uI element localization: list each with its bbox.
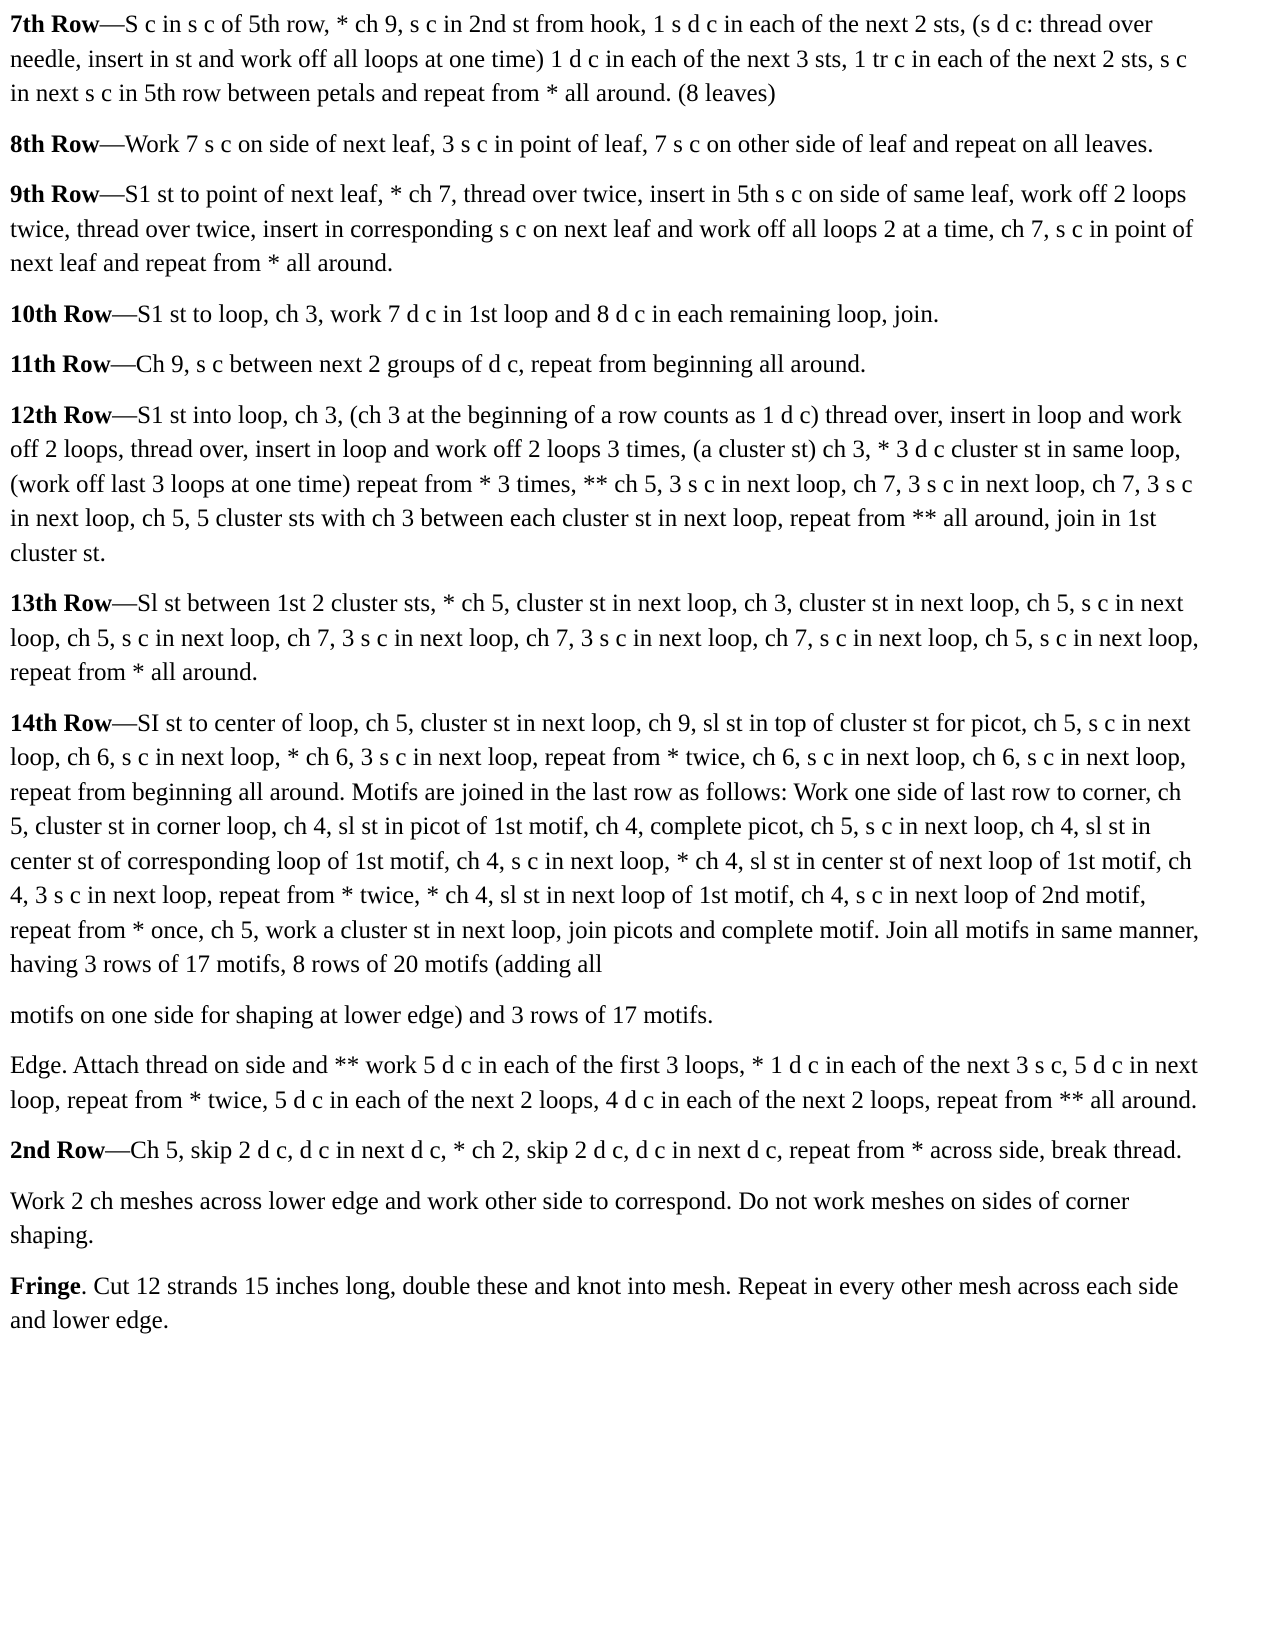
paragraph-2nd-row — [10, 1134, 1205, 1169]
row-heading: 7th Row — [10, 11, 100, 38]
paragraph-text: Edge. Attach thread on side and ** work 5 d c in each of the first 3 loops, * 1 d c in each of the next 3 s c, 5 d c in next loop, repeat from * twice, 5 d c in each of the next 2 loops, 4 d c in each of the next 2 loops, repeat from ** all around. — [10, 1052, 1198, 1114]
paragraph-text: —Work 7 s c on side of next leaf, 3 s c in point of leaf, 7 s c on other side of leaf and repeat on all leaves. — [99, 130, 1154, 158]
paragraph-12th-row — [10, 399, 1205, 572]
paragraph-text: Work 2 ch meshes across lower edge and work other side to correspond. Do not work meshes on sides of corner shaping. — [10, 1187, 1130, 1249]
paragraph-fringe — [10, 1270, 1205, 1339]
paragraph-text: —Ch 5, skip 2 d c, d c in next d c, * ch 2, skip 2 d c, d c in next d c, repeat from * across side, break thread. — [105, 1137, 1182, 1164]
paragraph-motifs-continued — [10, 999, 1205, 1034]
paragraph-13th-row — [10, 587, 1205, 691]
paragraph-7th-row — [10, 8, 1205, 112]
row-heading: 13th Row — [10, 590, 113, 617]
row-heading: 2nd Row — [10, 1137, 106, 1164]
row-heading: 10th Row — [10, 300, 113, 328]
paragraph-text: —Sl st between 1st 2 cluster sts, * ch 5, cluster st in next loop, ch 3, cluster st in next loop, ch 5, s c in next loop, ch 5, s c in next loop, ch 7, 3 s c in next loop, ch 7, 3 s c in next loop, ch 7, s c in next loop, ch 5, s c in next loop, repeat from * all around. — [10, 590, 1199, 686]
paragraph-text: —S c in s c of 5th row, * ch 9, s c in 2nd st from hook, 1 s d c in each of the next 2 sts, (s d c: thread over needle, insert in st and work off all loops at one time) 1 d c in each of the next 3 sts, 1 tr c in each of the next 2 sts, s c in next s c in 5th row between petals and repeat from * all around. (8 leaves) — [10, 11, 1188, 107]
paragraph-text: . Cut 12 strands 15 inches long, double these and knot into mesh. Repeat in every other mesh across each side and lower edge. — [10, 1272, 1179, 1334]
row-heading: 9th Row — [10, 181, 100, 208]
row-heading: 14th Row — [10, 709, 113, 737]
document-page — [10, 8, 1205, 1355]
paragraph-text: —S1 st to loop, ch 3, work 7 d c in 1st loop and 8 d c in each remaining loop, join. — [112, 300, 940, 328]
paragraph-11th-row — [10, 348, 1205, 383]
row-heading: 8th Row — [10, 130, 100, 158]
paragraph-text: —S1 st to point of next leaf, * ch 7, thread over twice, insert in 5th s c on side of same leaf, work off 2 loops twice, thread over twice, insert in corresponding s c on next leaf and work off all loops 2 at a time, ch 7, s c in point of next leaf and repeat from * all around. — [10, 181, 1194, 277]
paragraph-8th-row — [10, 128, 1205, 163]
paragraph-text: —SI st to center of loop, ch 5, cluster st in next loop, ch 9, sl st in top of cluster st for picot, ch 5, s c in next loop, ch 6, s c in next loop, * ch 6, 3 s c in next loop, repeat from * twice, ch 6, s c in next loop, ch 6, s c in next loop, repeat from beginning all around. Motifs are joined in the last row as follows: Work one side of last row to corner, ch 5, cluster st in corner loop, ch 4, sl st in picot of 1st motif, ch 4, complete picot, ch 5, s c in next loop, ch 4, sl st in center st of corresponding loop of 1st motif, ch 4, s c in next loop, * ch 4, sl st in center st of next loop of 1st motif, ch 4, 3 s c in next loop, repeat from * twice, * ch 4, sl st in next loop of 1st motif, ch 4, s c in next loop of 2nd motif, repeat from * once, ch 5, work a cluster st in next loop, join picots and complete motif. Join all motifs in same manner, having 3 rows of 17 motifs, 8 rows of 20 motifs (adding all — [10, 709, 1199, 978]
paragraph-edge — [10, 1049, 1205, 1118]
paragraph-text: —Ch 9, s c between next 2 groups of d c, repeat from beginning all around. — [110, 351, 867, 378]
paragraph-14th-row — [10, 707, 1205, 983]
paragraph-9th-row — [10, 178, 1205, 282]
row-heading: 12th Row — [10, 401, 113, 429]
paragraph-text: —S1 st into loop, ch 3, (ch 3 at the beginning of a row counts as 1 d c) thread over, insert in loop and work off 2 loops, thread over, insert in loop and work off 2 loops 3 times, (a cluster st) ch 3, * 3 d c cluster st in same loop, (work off last 3 loops at one time) repeat from * 3 times, ** ch 5, 3 s c in next loop, ch 7, 3 s c in next loop, ch 7, 3 s c in next loop, ch 5, 5 cluster sts with ch 3 between each cluster st in next loop, repeat from ** all around, join in 1st cluster st. — [10, 401, 1193, 567]
paragraph-meshes — [10, 1185, 1205, 1254]
row-heading: 11th Row — [10, 351, 111, 378]
fringe-heading: Fringe — [10, 1272, 81, 1300]
paragraph-10th-row — [10, 298, 1205, 333]
paragraph-text: motifs on one side for shaping at lower edge) and 3 rows of 17 motifs. — [10, 1001, 714, 1029]
